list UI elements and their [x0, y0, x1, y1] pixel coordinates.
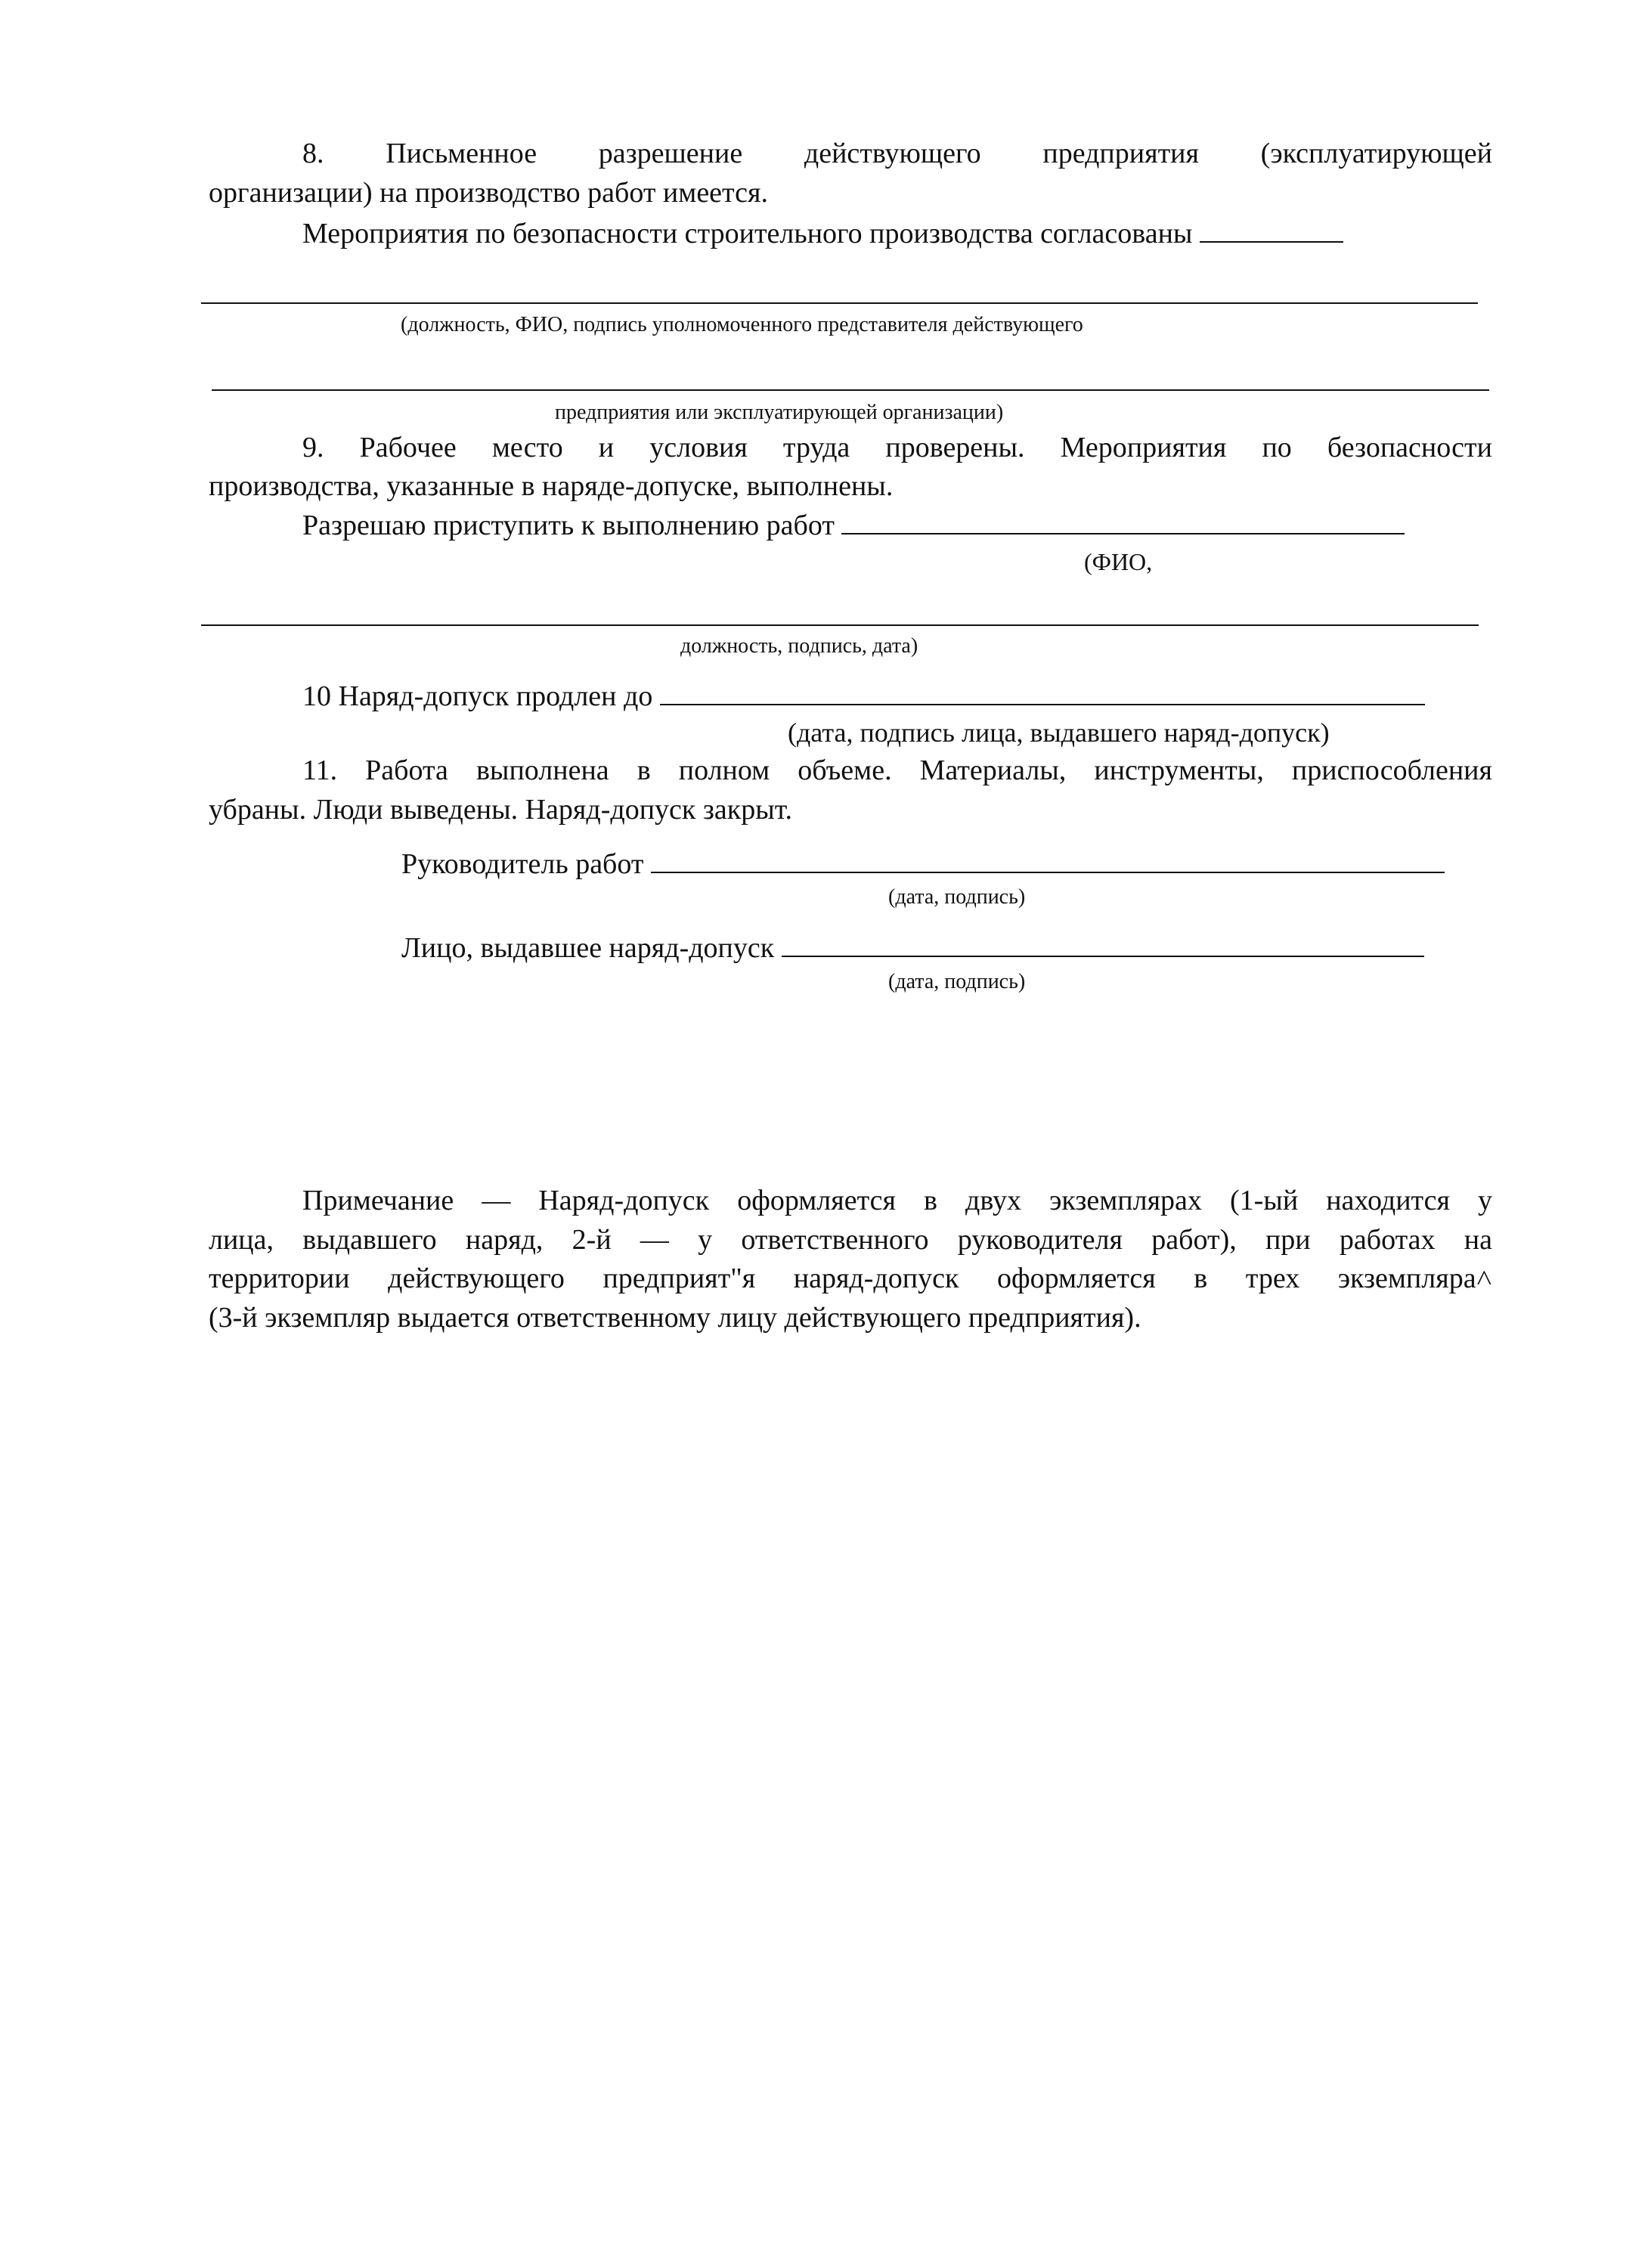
- note-line3: территории действующего предприят"я наряд-допуск оформляется в трех экземпляра˄: [209, 1263, 1492, 1294]
- signature-line: [212, 389, 1489, 391]
- item8-caption1: (должность, ФИО, подпись уполномоченного представителя действующего: [401, 313, 1083, 336]
- item9-permit-label: Разрешаю приступить к выполнению работ: [302, 510, 835, 541]
- issuer-label: Лицо, выдавшее наряд-допуск: [401, 932, 775, 964]
- item11-line1: 11. Работа выполнена в полном объеме. Материалы, инструменты, приспособления: [302, 754, 1492, 786]
- signature-line: [201, 302, 1478, 304]
- note-line2: лица, выдавшего наряд, 2-й — у ответственного руководителя работ), при работах на: [209, 1224, 1492, 1256]
- issuer-signature: [401, 929, 1424, 967]
- item9-caption2: должность, подпись, дата): [680, 634, 918, 658]
- manager-label: Руководитель работ: [401, 848, 644, 880]
- item10-caption: (дата, подпись лица, выдавшего наряд-допуск): [788, 717, 1330, 748]
- item9-caption1: (ФИО,: [1084, 548, 1153, 575]
- signature-line: [1200, 240, 1343, 243]
- item8-agreed-label: Мероприятия по безопасности строительного производства согласованы: [302, 218, 1193, 249]
- note-line1: Примечание — Наряд-допуск оформляется в двух экземплярах (1-ый находится у: [302, 1185, 1492, 1216]
- signature-line: [782, 955, 1424, 957]
- signature-line: [660, 703, 1425, 705]
- item11-line2: убраны. Люди выведены. Наряд-допуск закрыт.: [209, 794, 792, 826]
- item10-label: 10 Наряд-допуск продлен до: [302, 680, 653, 712]
- signature-line: [841, 532, 1405, 534]
- item10-extended: [302, 677, 1425, 715]
- note-line4: (3-й экземпляр выдается ответственному лицу действующего предприятия).: [209, 1302, 1141, 1334]
- item9-permit: [302, 507, 1405, 544]
- signature-line: [201, 624, 1479, 626]
- manager-signature: [401, 845, 1445, 883]
- issuer-caption: (дата, подпись): [888, 970, 1026, 993]
- item8-line2: организации) на производство работ имеется.: [209, 177, 768, 209]
- item8-line1: 8. Письменное разрешение действующего предприятия (эксплуатирующей: [302, 138, 1492, 169]
- manager-caption: (дата, подпись): [888, 885, 1026, 909]
- item8-agreed: [302, 215, 1343, 253]
- signature-line: [651, 871, 1445, 873]
- item9-line1: 9. Рабочее место и условия труда проверены. Мероприятия по безопасности: [302, 432, 1492, 463]
- item9-line2: производства, указанные в наряде-допуске, выполнены.: [209, 470, 894, 502]
- item8-caption2: предприятия или эксплуатирующей организации): [555, 401, 1004, 424]
